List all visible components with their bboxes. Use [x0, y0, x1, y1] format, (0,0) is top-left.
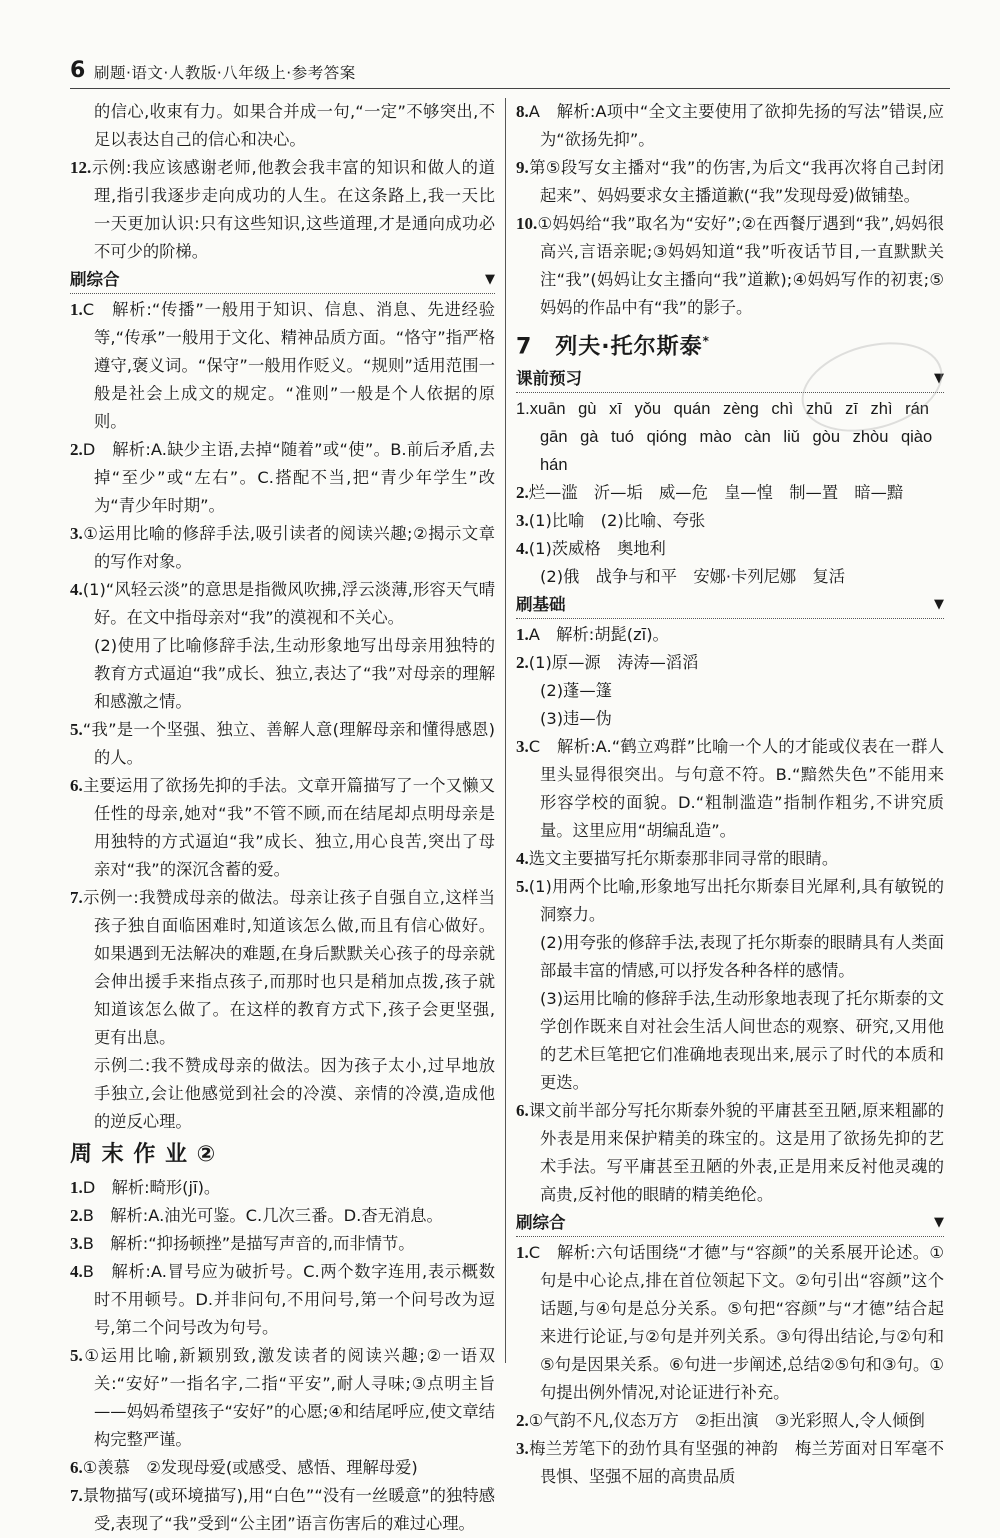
item-number: 4. — [516, 849, 529, 869]
item-number: 2. — [516, 653, 529, 673]
item-text: B 解析:A.油光可鉴。C.几次三番。D.杳无消息。 — [82, 1206, 443, 1225]
answer-item — [516, 1407, 944, 1435]
lesson-title-text: 7 列夫·托尔斯泰 — [516, 334, 703, 360]
item-text: (1)原—源 涛涛—滔滔 — [528, 653, 699, 673]
column-divider — [505, 98, 506, 1363]
item-text: C 解析:六句话围绕“才德”与“容颜”的关系展开论述。①句是中心论点,排在首位领起下文。②句引出“容颜”这个话题,与④句是总分关系。⑤句把“容颜”与“才德”结合起来进行论证,与②句是并列关系。③句得出结论,与②句和⑤句是因果关系。⑥句进一步阐述,总结②⑤句和③句。①句提出例外情况,对论证进行补充。 — [528, 1243, 944, 1403]
item-text: (2)蓬—篷 — [540, 681, 612, 701]
answer-item — [70, 576, 495, 632]
item-number: 7. — [70, 1486, 83, 1505]
item-text: (2)用夸张的修辞手法,表现了托尔斯泰的眼睛具有人类面部最丰富的情感,可以抒发各种各样的感情。 — [540, 933, 944, 981]
item-number: 2. — [516, 1411, 529, 1431]
lesson-title — [70, 1138, 495, 1172]
answer-item — [70, 772, 495, 884]
item-text: 示例二:我不赞成母亲的做法。因为孩子太小,过早地放手独立,会让他感觉到社会的冷漠、亲情的冷漠,造成他的逆反心理。 — [94, 1056, 495, 1131]
answer-continuation — [70, 1052, 495, 1136]
item-number: 3. — [516, 1439, 529, 1459]
answer-item — [516, 210, 944, 322]
answer-continuation — [516, 929, 944, 985]
answer-item — [70, 884, 495, 1052]
answer-continuation — [516, 705, 944, 733]
item-text: (3)运用比喻的修辞手法,生动形象地表现了托尔斯泰的文学创作既来自对社会生活人间世态的观察、研究,又用他的艺术巨笔把它们准确地表现出来,展示了时代的本质和更迭。 — [540, 989, 944, 1093]
item-text: 烂—滥 沂—垢 威—危 皇—惶 制—置 暗—黯 — [528, 483, 904, 503]
item-text: ①运用比喻,新颖别致,激发读者的阅读兴趣;②一语双关:“安好”一指名字,二指“平安”,耐人寻味;③点明主旨——妈妈希望孩子“安好”的心愿;④和结尾呼应,使文章结构完整严谨。 — [82, 1346, 495, 1449]
answer-item — [516, 621, 944, 649]
answer-continuation — [516, 677, 944, 705]
lesson-mark: * — [702, 334, 710, 348]
item-text: C 解析:A.“鹤立鸡群”比喻一个人的才能或仪表在一群人里头显得很突出。与句意不符。B.“黯然失色”不能用来形容学校的面貌。D.“粗制滥造”指制作粗劣,不讲究质量。这里应用“胡编乱造”。 — [528, 737, 944, 841]
answer-item — [516, 1239, 944, 1407]
triangle-icon: ▼ — [934, 1215, 944, 1231]
item-number: 2. — [70, 440, 83, 459]
answer-item — [70, 1230, 495, 1258]
item-number: 5. — [70, 720, 83, 739]
item-text: ①羡慕 ②发现母爱(或感受、感悟、理解母爱) — [82, 1458, 418, 1477]
item-number: 7. — [70, 888, 83, 907]
page-header — [70, 58, 950, 89]
section-header — [516, 592, 944, 619]
item-number: 5. — [70, 1346, 83, 1365]
item-number: 4. — [70, 1262, 83, 1281]
item-text: 课文前半部分写托尔斯泰外貌的平庸甚至丑陋,原来粗鄙的外表是用来保护精美的珠宝的。这是用了欲扬先抑的艺术手法。写平庸甚至丑陋的外表,正是用来反衬他灵魂的高贵,反衬他的眼睛的精美绝伦。 — [528, 1101, 944, 1205]
item-number: 3. — [516, 737, 529, 757]
item-text: ①气韵不凡,仪态万方 ②拒出演 ③光彩照人,令人倾倒 — [528, 1411, 925, 1431]
section-title: 课前预习 — [516, 369, 582, 389]
answer-item — [516, 649, 944, 677]
answer-continuation — [516, 985, 944, 1097]
answer-item — [70, 1202, 495, 1230]
item-text: 主要运用了欲扬先抑的手法。文章开篇描写了一个又懒又任性的母亲,她对“我”不管不顾,而在结尾却点明母亲是用独特的方式逼迫“我”成长、独立,用心良苦,突出了母亲对“我”的深沉含蓄的爱。 — [82, 776, 495, 879]
section-header — [516, 1210, 944, 1237]
triangle-icon: ▼ — [485, 272, 495, 287]
item-text: C 解析:“传播”一般用于知识、信息、消息、先进经验等,“传承”一般用于文化、精神品质方面。“恪守”指严格遵守,褒义词。“保守”一般用作贬义。“规则”适用范围一般是社会上成文的规定。“准则”一般是个人依据的原则。 — [82, 300, 495, 431]
item-number: 2. — [70, 1206, 83, 1225]
item-text: 选文主要描写托尔斯泰那非同寻常的眼睛。 — [528, 849, 839, 869]
item-number: 4. — [70, 580, 83, 599]
item-number: 6. — [70, 776, 83, 795]
answer-item — [70, 1482, 495, 1538]
answer-item — [70, 436, 495, 520]
answer-item — [516, 98, 944, 154]
item-text: (1)比喻 (2)比喻、夸张 — [528, 511, 706, 531]
item-text: 的信心,收束有力。如果合并成一句,“一定”不够突出,不足以表达自己的信心和决心。 — [94, 102, 495, 149]
item-number: 12. — [70, 158, 92, 177]
item-number: 5. — [516, 877, 529, 897]
item-text: (1)茨威格 奥地利 — [528, 539, 666, 559]
answer-item — [516, 845, 944, 873]
answer-continuation — [516, 563, 944, 591]
answer-item — [70, 1342, 495, 1454]
item-text: 景物描写(或环境描写),用“白色”“没有一丝暖意”的独特感受,表现了“我”受到“公主团”语言伤害后的难过心理。 — [82, 1486, 495, 1533]
item-number: 1. — [70, 1178, 83, 1197]
item-text: “我”是一个坚强、独立、善解人意(理解母亲和懂得感恩)的人。 — [82, 720, 495, 767]
item-text: (1)用两个比喻,形象地写出托尔斯泰目光犀利,具有敏锐的洞察力。 — [528, 877, 944, 925]
item-text: A 解析:A项中“全文主要使用了欲抑先扬的写法”错误,应为“欲扬先抑”。 — [528, 102, 944, 149]
item-number: 1. — [516, 625, 529, 645]
answer-item — [70, 1454, 495, 1482]
answer-item — [70, 1258, 495, 1342]
item-text: 第⑤段写女主播对“我”的伤害,为后文“我再次将自己封闭起来”、妈妈要求女主播道歉(“我”发现母爱)做铺垫。 — [528, 158, 944, 205]
answer-item — [516, 507, 944, 535]
item-text: (1)“风轻云淡”的意思是指微风吹拂,浮云淡薄,形容天气晴好。在文中指母亲对“我”的漠视和不关心。 — [82, 580, 495, 627]
answer-item — [70, 520, 495, 576]
item-number: 6. — [516, 1101, 529, 1121]
item-text: ①运用比喻的修辞手法,吸引读者的阅读兴趣;②揭示文章的写作对象。 — [82, 524, 495, 571]
page-number: 6 — [70, 58, 86, 83]
item-text: 梅兰芳笔下的劲竹具有坚强的神韵 梅兰芳面对日军毫不畏惧、坚强不屈的高贵品质 — [528, 1439, 944, 1487]
item-number: 1. — [516, 400, 530, 419]
item-number: 8. — [516, 102, 529, 121]
item-text: 示例一:我赞成母亲的做法。母亲让孩子自强自立,这样当孩子独自面临困难时,知道该怎么做,而且有信心做好。如果遇到无法解决的难题,在身后默默关心孩子的母亲就会伸出援手来指点孩子,而那时也只是稍加点拨,孩子就知道该怎么做了。在这样的教育方式下,孩子会更坚强,更有出息。 — [82, 888, 495, 1047]
item-text: (3)违—伪 — [540, 709, 612, 729]
answer-item — [516, 154, 944, 210]
answer-item — [516, 1435, 944, 1491]
answer-item — [516, 733, 944, 845]
answer-item — [70, 154, 495, 266]
item-text: B 解析:“抑扬顿挫”是描写声音的,而非情节。 — [82, 1234, 415, 1253]
triangle-icon: ▼ — [934, 371, 944, 387]
item-text: (2)俄 战争与和平 安娜·卡列尼娜 复活 — [540, 567, 846, 587]
answer-continuation — [70, 98, 495, 154]
item-number: 6. — [70, 1458, 83, 1477]
item-text: ①妈妈给“我”取名为“安好”;②在西餐厅遇到“我”,妈妈很高兴,言语亲昵;③妈妈知道“我”听夜话节目,一直默默关注“我”(妈妈让女主播向“我”道歉);④妈妈写作的初衷;⑤妈妈的作品中有“我”的影子。 — [537, 214, 944, 317]
answer-item — [70, 296, 495, 436]
item-text: D 解析:畸形(jī)。 — [82, 1178, 221, 1197]
triangle-icon: ▼ — [934, 597, 944, 613]
answer-item — [516, 479, 944, 507]
header-title: 刷题·语文·人教版·八年级上·参考答案 — [94, 64, 356, 82]
item-text: B 解析:A.冒号应为破折号。C.两个数字连用,表示概数时不用顿号。D.并非问句,不用问号,第一个问号改为逗号,第二个问号改为句号。 — [82, 1262, 495, 1337]
item-number: 3. — [516, 511, 529, 531]
item-text: 示例:我应该感谢老师,他教会我丰富的知识和做人的道理,指引我逐步走向成功的人生。在这条路上,我一天比一天更加认识:只有这些知识,这些道理,才是通向成功必不可少的阶梯。 — [91, 158, 495, 261]
item-number: 3. — [70, 1234, 83, 1253]
answer-item — [70, 716, 495, 772]
item-number: 2. — [516, 483, 529, 503]
item-text: xuān gù xī yǒu quán zèng chì zhū zī zhì rán gān gà tuó qióng mào càn liǔ gòu zhòu qiào hán — [529, 400, 933, 475]
item-number: 1. — [516, 1243, 529, 1263]
answer-continuation — [70, 632, 495, 716]
item-number: 10. — [516, 214, 538, 233]
item-number: 1. — [70, 300, 83, 319]
item-text: D 解析:A.缺少主语,去掉“随着”或“使”。B.前后矛盾,去掉“至少”或“左右”。C.搭配不当,把“青少年学生”改为“青少年时期”。 — [82, 440, 495, 515]
item-number: 3. — [70, 524, 83, 543]
answer-item — [70, 1174, 495, 1202]
section-title: 刷综合 — [70, 270, 120, 289]
item-number: 9. — [516, 158, 529, 177]
lesson-title-text: 周 末 作 业 ② — [70, 1142, 217, 1167]
left-column — [70, 98, 495, 1533]
section-header — [70, 267, 495, 294]
item-number: 4. — [516, 539, 529, 559]
answer-item — [516, 873, 944, 929]
section-title: 刷综合 — [516, 1213, 566, 1233]
item-text: A 解析:胡髭(zī)。 — [528, 625, 669, 645]
section-title: 刷基础 — [516, 595, 566, 615]
answer-item — [516, 535, 944, 563]
right-column — [516, 98, 944, 1487]
answer-item — [516, 1097, 944, 1209]
item-text: (2)使用了比喻修辞手法,生动形象地写出母亲用独特的教育方式逼迫“我”成长、独立,表达了“我”对母亲的理解和感激之情。 — [94, 636, 495, 711]
